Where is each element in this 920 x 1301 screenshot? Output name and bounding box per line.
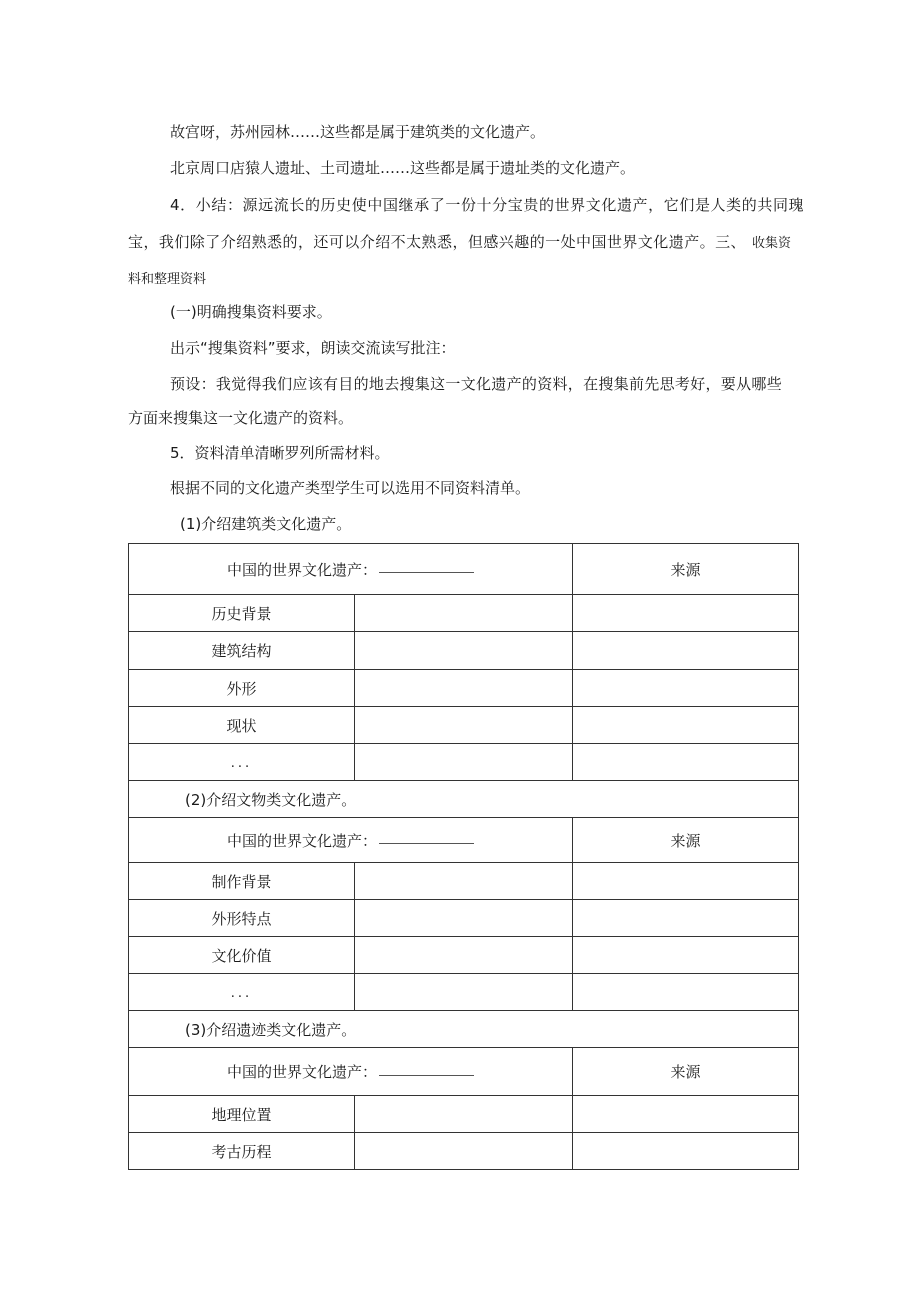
content-cell[interactable]	[355, 1133, 573, 1170]
row-label-cell	[129, 974, 355, 1011]
row-label-cell	[129, 707, 355, 744]
paragraph-text: 预设：我觉得我们应该有目的地去搜集这一文化遗产的资料，在搜集前先思考好，要从哪些	[170, 375, 783, 393]
source-cell[interactable]	[573, 595, 799, 632]
row-label-cell	[129, 632, 355, 670]
row-label-cell	[129, 670, 355, 707]
row-label: 外形特点	[211, 909, 272, 928]
source-cell[interactable]	[573, 670, 799, 707]
row-label-cell	[129, 744, 355, 781]
section-title-row	[129, 1011, 799, 1048]
row-label-cell	[129, 937, 355, 974]
heritage-name-label: 中国的世界文化遗产：	[227, 560, 378, 579]
table-header-row	[129, 544, 799, 595]
source-cell[interactable]	[573, 707, 799, 744]
paragraph-text: 出示“搜集资料”要求，朗读交流读写批注：	[170, 339, 456, 357]
heritage-name-label: 中国的世界文化遗产：	[227, 831, 378, 850]
content-cell[interactable]	[355, 1096, 573, 1133]
row-label: 制作背景	[211, 872, 272, 891]
content-cell[interactable]	[355, 974, 573, 1011]
paragraph-text: 4．小结：源远流长的历史使中国继承了一份十分宝贵的世界文化遗产，它们是人类的共同瑰	[170, 196, 805, 214]
source-cell[interactable]	[573, 937, 799, 974]
paragraph-text-small: 料和整理资料	[128, 272, 207, 287]
source-header-cell	[573, 544, 799, 595]
content-cell[interactable]	[355, 744, 573, 781]
table-header-row	[129, 1048, 799, 1096]
table-row	[129, 974, 799, 1011]
row-label: 考古历程	[211, 1142, 272, 1161]
paragraph-text: 北京周口店猿人遗址、土司遗址……这些都是属于遗址类的文化遗产。	[170, 159, 636, 177]
row-label-cell	[129, 1133, 355, 1170]
material-checklist-table	[128, 543, 799, 1170]
content-cell[interactable]	[355, 863, 573, 900]
source-cell[interactable]	[573, 900, 799, 937]
table-row	[129, 1133, 799, 1170]
row-label-cell	[129, 595, 355, 632]
row-label: ...	[230, 986, 253, 1001]
content-cell[interactable]	[355, 632, 573, 670]
source-cell[interactable]	[573, 744, 799, 781]
source-cell[interactable]	[573, 1133, 799, 1170]
content-cell[interactable]	[355, 900, 573, 937]
source-label: 来源	[670, 1063, 701, 1081]
table-row	[129, 937, 799, 974]
row-label: ...	[230, 756, 253, 771]
paragraph-text: (1)介绍建筑类文化遗产。	[180, 515, 352, 533]
heritage-name-cell[interactable]	[129, 1048, 573, 1096]
table-header-row	[129, 818, 799, 863]
source-label: 来源	[670, 831, 701, 850]
paragraph-text: 根据不同的文化遗产类型学生可以选用不同资料清单。	[170, 479, 531, 497]
paragraph-text: (一)明确搜集资料要求。	[170, 303, 332, 321]
content-cell[interactable]	[355, 670, 573, 707]
section-title-cell	[129, 781, 799, 818]
row-label: 历史背景	[211, 604, 272, 623]
row-label: 地理位置	[211, 1105, 272, 1124]
section-title-cell	[129, 1011, 799, 1048]
table-row	[129, 707, 799, 744]
heritage-name-label: 中国的世界文化遗产：	[227, 1063, 378, 1081]
content-cell[interactable]	[355, 937, 573, 974]
section-title: (3)介绍遗迹类文化遗产。	[185, 1020, 357, 1039]
heritage-name-cell[interactable]	[129, 818, 573, 863]
table-row	[129, 1096, 799, 1133]
table-row	[129, 863, 799, 900]
content-cell[interactable]	[355, 595, 573, 632]
content-cell[interactable]	[355, 707, 573, 744]
section-title-row	[129, 781, 799, 818]
source-label: 来源	[670, 560, 701, 579]
table-row	[129, 670, 799, 707]
paragraph-text-small: 收集资	[752, 236, 792, 251]
source-header-cell	[573, 1048, 799, 1096]
paragraph-text: 方面来搜集这一文化遗产的资料。	[128, 409, 354, 427]
source-cell[interactable]	[573, 974, 799, 1011]
row-label: 现状	[226, 716, 257, 735]
source-cell[interactable]	[573, 632, 799, 670]
heritage-name-cell[interactable]	[129, 544, 573, 595]
paragraph-text: 故宫呀，苏州园林……这些都是属于建筑类的文化遗产。	[170, 123, 546, 141]
blank-fill-line[interactable]	[379, 1074, 474, 1076]
row-label: 文化价值	[211, 946, 272, 965]
source-cell[interactable]	[573, 863, 799, 900]
blank-fill-line[interactable]	[379, 571, 474, 573]
paragraph-text: 宝，我们除了介绍熟悉的，还可以介绍不太熟悉，但感兴趣的一处中国世界文化遗产。三、	[128, 233, 747, 251]
row-label-cell	[129, 900, 355, 937]
row-label-cell	[129, 863, 355, 900]
blank-fill-line[interactable]	[379, 842, 474, 844]
source-cell[interactable]	[573, 1096, 799, 1133]
table-row	[129, 900, 799, 937]
paragraph-text: 5．资料清单清晰罗列所需材料。	[170, 444, 390, 462]
row-label: 建筑结构	[211, 642, 272, 660]
source-header-cell	[573, 818, 799, 863]
section-title: (2)介绍文物类文化遗产。	[185, 790, 357, 809]
table-row	[129, 595, 799, 632]
table-row	[129, 744, 799, 781]
row-label: 外形	[226, 679, 257, 698]
table-row	[129, 632, 799, 670]
row-label-cell	[129, 1096, 355, 1133]
